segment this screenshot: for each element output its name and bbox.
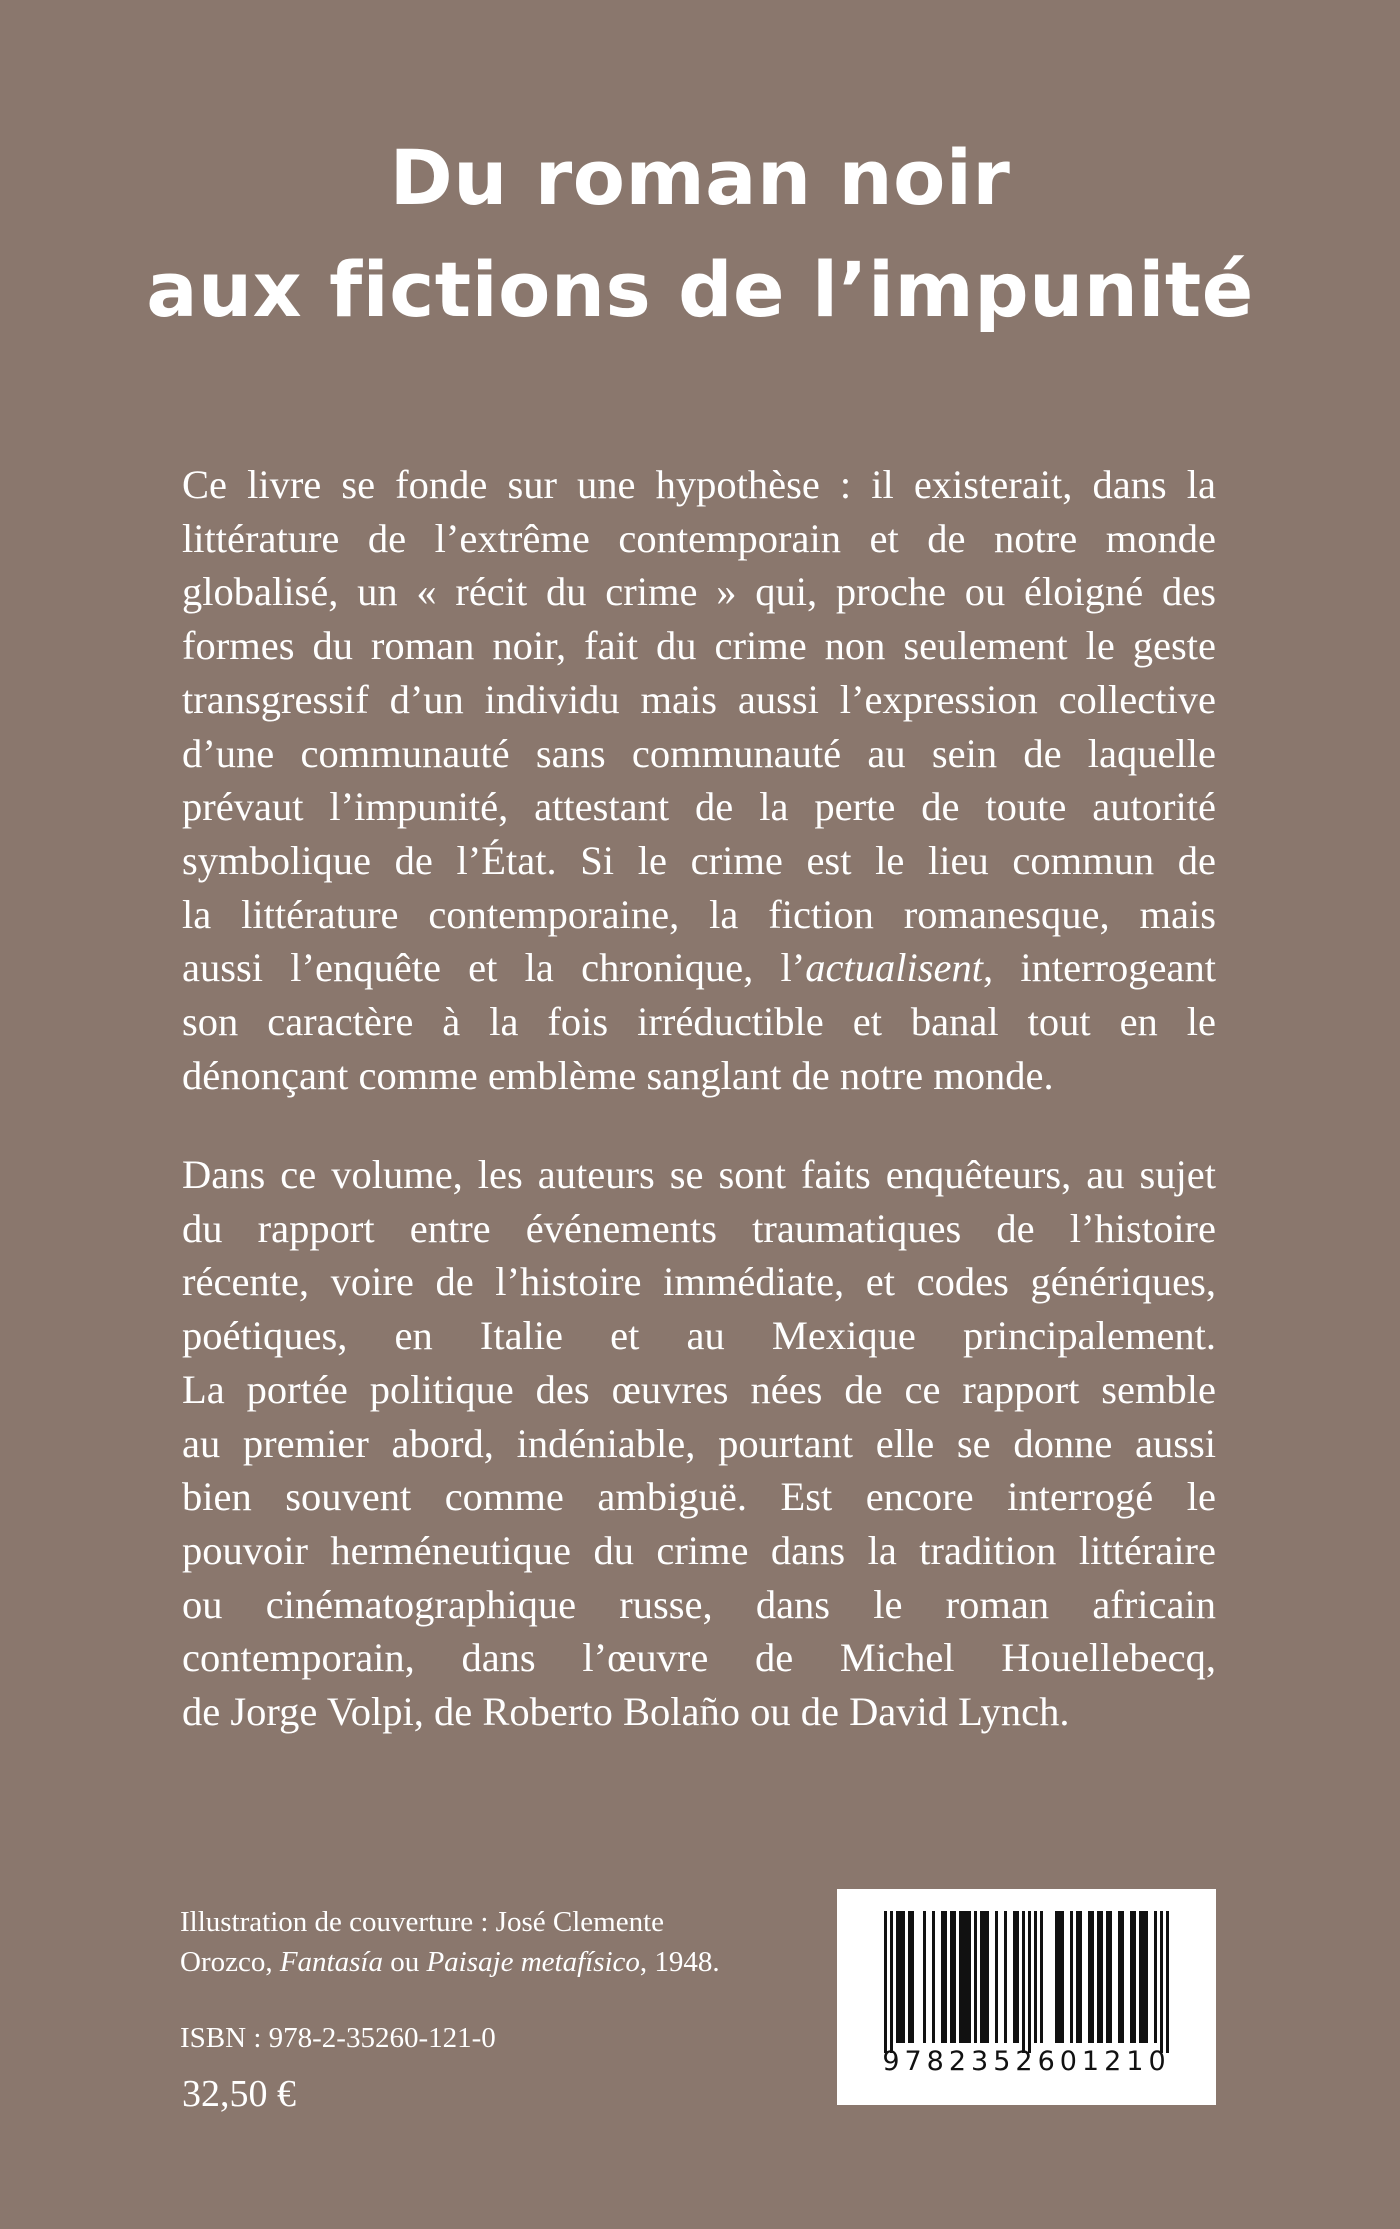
text-line: ou cinématographique russe, dans le roman africain	[182, 1581, 1216, 1627]
barcode-bar	[1100, 1911, 1103, 2043]
barcode-bar	[1061, 1911, 1064, 2043]
barcode-bar	[1022, 1911, 1025, 2053]
text-line: la littérature contemporaine, la fiction romanesque, mais	[182, 891, 1216, 937]
cover-illustration-credit	[180, 1902, 820, 1982]
barcode-bar	[953, 1911, 956, 2043]
barcode-bar	[1028, 1911, 1031, 2053]
credit-prefix: Orozco,	[180, 1946, 280, 1978]
text-line: son caractère à la fois irréductible et banal tout en le	[182, 999, 1216, 1045]
credit-work-title-2: Paisaje metafísico	[426, 1946, 640, 1978]
barcode-bar	[1160, 1911, 1163, 2053]
barcode-bar	[1118, 1911, 1121, 2043]
barcode-bar	[968, 1911, 971, 2043]
text-line: littérature de l’extrême contemporain et de notre monde	[182, 515, 1216, 561]
text-line: dénonçant comme emblème sanglant de notre monde.	[182, 1052, 1054, 1098]
barcode-bar	[1034, 1911, 1037, 2043]
text-line: bien souvent comme ambiguë. Est encore interrogé le	[182, 1474, 1216, 1520]
text-line: d’une communauté sans communauté au sein de laquelle	[182, 730, 1216, 776]
text-line: prévaut l’impunité, attestant de la perte de toute autorité	[182, 784, 1216, 830]
barcode-bar	[1088, 1911, 1091, 2043]
text-line: pouvoir herméneutique du crime dans la tradition littéraire	[182, 1527, 1216, 1573]
barcode-bar	[911, 1911, 914, 2043]
text-line: symbolique de l’État. Si le crime est le lieu commun de	[182, 837, 1216, 883]
text-fragment: aussi l’enquête et la chronique, l’	[182, 945, 806, 991]
credit-line-2	[180, 1942, 820, 1982]
blurb-paragraph-2	[182, 1148, 1216, 1739]
barcode-bar	[1121, 1911, 1124, 2043]
barcode-bar	[932, 1911, 935, 2043]
barcode-bar	[1070, 1911, 1073, 2043]
barcode-bar	[890, 1911, 893, 2053]
barcode-bar	[980, 1911, 983, 2043]
barcode-bar	[959, 1911, 962, 2043]
barcode-bar	[1091, 1911, 1094, 2043]
barcode-bar	[1130, 1911, 1133, 2043]
credit-mid: ou	[382, 1946, 427, 1978]
text-line: du rapport entre événements traumatiques de l’histoire	[182, 1205, 1216, 1251]
text-line: transgressif d’un individu mais aussi l’expression collective	[182, 676, 1216, 722]
barcode-bar	[944, 1911, 947, 2043]
barcode-bar	[974, 1911, 977, 2043]
barcode-bar	[950, 1911, 953, 2043]
credit-suffix: , 1948.	[639, 1946, 720, 1978]
isbn: ISBN : 978-2-35260-121-0	[180, 2022, 496, 2054]
barcode-bar	[1109, 1911, 1112, 2043]
barcode-bar	[941, 1911, 944, 2043]
barcode-bar	[1079, 1911, 1082, 2043]
barcode-bar	[1133, 1911, 1136, 2043]
emphasis-text: actualisent	[805, 945, 983, 991]
barcode-digits: 9782352601210	[882, 2046, 1171, 2077]
barcode-bar	[1166, 1911, 1169, 2053]
text-line: La portée politique des œuvres nées de ce rapport semble	[182, 1366, 1216, 1412]
barcode-bar	[1076, 1911, 1079, 2043]
text-line: poétiques, en Italie et au Mexique principalement.	[182, 1313, 1216, 1359]
text-line	[182, 941, 1216, 995]
text-line: Ce livre se fonde sur une hypothèse : il existerait, dans la	[182, 462, 1216, 507]
title-line-1: Du roman noir	[389, 133, 1011, 222]
book-title	[0, 122, 1400, 346]
barcode-bar	[986, 1911, 989, 2043]
barcode-bar	[962, 1911, 965, 2043]
barcode-bar	[902, 1911, 905, 2043]
price: 32,50 €	[182, 2073, 296, 2115]
barcode-bar	[1145, 1911, 1148, 2043]
blurb-paragraph-1	[182, 458, 1216, 1102]
text-line: globalisé, un « récit du crime » qui, proche ou éloigné des	[182, 569, 1216, 615]
barcode-bar	[965, 1911, 968, 2043]
barcode-bar	[1106, 1911, 1109, 2043]
barcode-bar	[1154, 1911, 1157, 2043]
barcode-bar	[884, 1911, 887, 2053]
barcode-bar	[1013, 1911, 1016, 2043]
text-fragment: , interrogeant	[982, 945, 1216, 991]
credit-work-title-1: Fantasía	[279, 1946, 383, 1978]
barcode-bar	[908, 1911, 911, 2043]
barcode-bar	[1004, 1911, 1007, 2043]
text-line: Dans ce volume, les auteurs se sont faits enquêteurs, au sujet	[182, 1152, 1216, 1197]
text-line: formes du roman noir, fait du crime non seulement le geste	[182, 623, 1216, 669]
barcode-bar	[983, 1911, 986, 2043]
title-line-2: aux fictions de l’impunité	[146, 245, 1254, 334]
barcode-bar	[1139, 1911, 1142, 2043]
barcode-bar	[995, 1911, 998, 2043]
credit-line-1: Illustration de couverture : José Clemente	[180, 1906, 664, 1938]
barcode-bar	[1058, 1911, 1061, 2043]
barcode-bar	[923, 1911, 926, 2043]
text-line: contemporain, dans l’œuvre de Michel Houellebecq,	[182, 1635, 1216, 1681]
barcode-bar	[1040, 1911, 1043, 2043]
text-line: récente, voire de l’histoire immédiate, et codes génériques,	[182, 1259, 1216, 1305]
barcode-bar	[1016, 1911, 1019, 2043]
text-line: de Jorge Volpi, de Roberto Bolaño ou de David Lynch.	[182, 1689, 1070, 1735]
barcode-bar	[896, 1911, 899, 2043]
barcode-bar	[1142, 1911, 1145, 2043]
barcode-bar	[1097, 1911, 1100, 2043]
barcode	[837, 1889, 1216, 2105]
barcode-bar	[899, 1911, 902, 2043]
text-line: au premier abord, indéniable, pourtant elle se donne aussi	[182, 1420, 1216, 1466]
barcode-bar	[1055, 1911, 1058, 2043]
